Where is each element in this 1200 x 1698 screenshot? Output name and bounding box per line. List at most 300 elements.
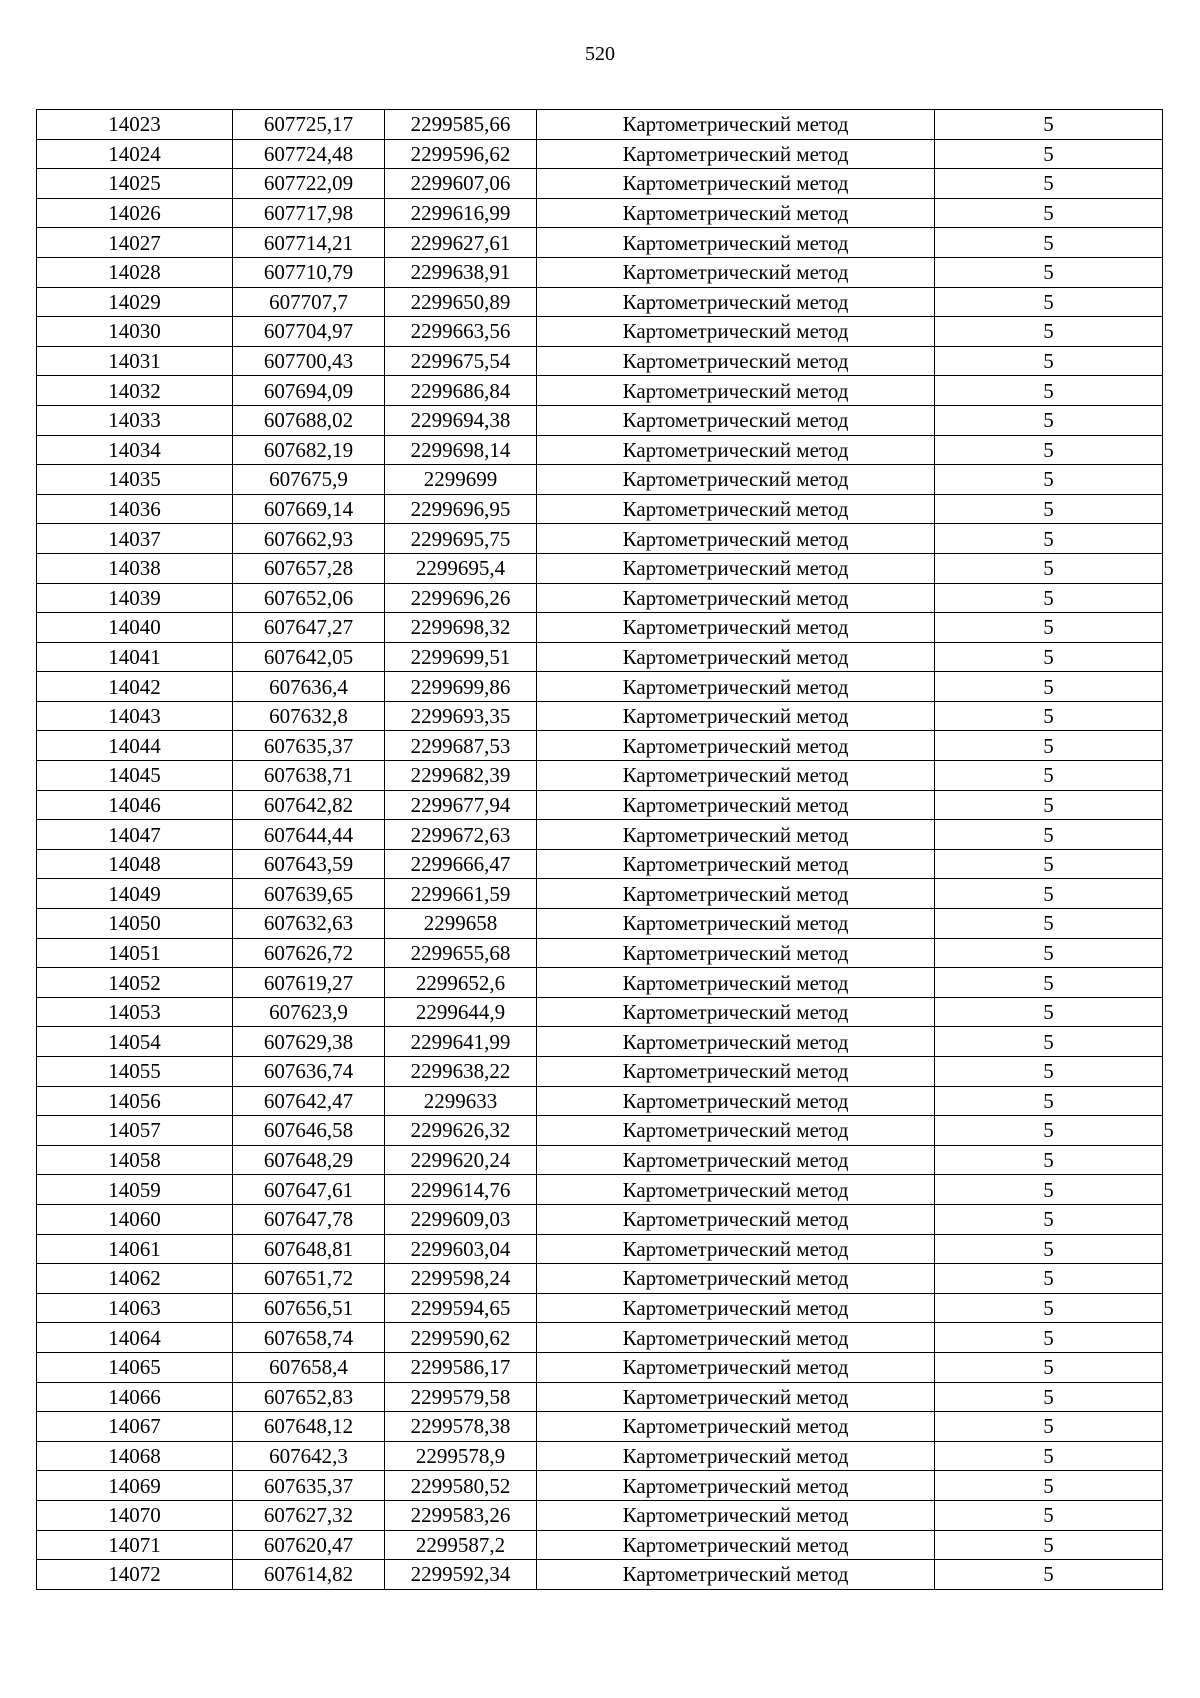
point-number-cell: 14051 bbox=[37, 938, 233, 968]
table-row bbox=[37, 405, 1163, 435]
accuracy-cell: 5 bbox=[935, 169, 1163, 199]
x-coordinate-cell: 607619,27 bbox=[233, 968, 385, 998]
x-coordinate-cell: 607632,63 bbox=[233, 909, 385, 939]
y-coordinate-cell: 2299661,59 bbox=[385, 879, 537, 909]
x-coordinate-cell: 607658,4 bbox=[233, 1352, 385, 1382]
y-coordinate-cell: 2299633 bbox=[385, 1086, 537, 1116]
method-cell: Картометрический метод bbox=[537, 553, 935, 583]
table-row bbox=[37, 1204, 1163, 1234]
point-number-cell: 14061 bbox=[37, 1234, 233, 1264]
method-cell: Картометрический метод bbox=[537, 169, 935, 199]
table-row bbox=[37, 1382, 1163, 1412]
method-cell: Картометрический метод bbox=[537, 909, 935, 939]
y-coordinate-cell: 2299579,58 bbox=[385, 1382, 537, 1412]
point-number-cell: 14069 bbox=[37, 1471, 233, 1501]
x-coordinate-cell: 607694,09 bbox=[233, 376, 385, 406]
point-number-cell: 14063 bbox=[37, 1293, 233, 1323]
y-coordinate-cell: 2299641,99 bbox=[385, 1027, 537, 1057]
accuracy-cell: 5 bbox=[935, 642, 1163, 672]
x-coordinate-cell: 607648,29 bbox=[233, 1145, 385, 1175]
table-row bbox=[37, 1145, 1163, 1175]
method-cell: Картометрический метод bbox=[537, 1471, 935, 1501]
y-coordinate-cell: 2299614,76 bbox=[385, 1175, 537, 1205]
accuracy-cell: 5 bbox=[935, 110, 1163, 140]
accuracy-cell: 5 bbox=[935, 701, 1163, 731]
y-coordinate-cell: 2299694,38 bbox=[385, 405, 537, 435]
method-cell: Картометрический метод bbox=[537, 317, 935, 347]
point-number-cell: 14053 bbox=[37, 997, 233, 1027]
x-coordinate-cell: 607714,21 bbox=[233, 228, 385, 258]
accuracy-cell: 5 bbox=[935, 1293, 1163, 1323]
x-coordinate-cell: 607717,98 bbox=[233, 198, 385, 228]
table-row bbox=[37, 879, 1163, 909]
x-coordinate-cell: 607632,8 bbox=[233, 701, 385, 731]
y-coordinate-cell: 2299585,66 bbox=[385, 110, 537, 140]
method-cell: Картометрический метод bbox=[537, 376, 935, 406]
y-coordinate-cell: 2299655,68 bbox=[385, 938, 537, 968]
method-cell: Картометрический метод bbox=[537, 642, 935, 672]
method-cell: Картометрический метод bbox=[537, 1441, 935, 1471]
table-row bbox=[37, 1412, 1163, 1442]
accuracy-cell: 5 bbox=[935, 849, 1163, 879]
x-coordinate-cell: 607627,32 bbox=[233, 1500, 385, 1530]
table-row bbox=[37, 1471, 1163, 1501]
point-number-cell: 14050 bbox=[37, 909, 233, 939]
table-row bbox=[37, 1530, 1163, 1560]
table-row bbox=[37, 642, 1163, 672]
coordinates-table-body bbox=[37, 110, 1163, 1590]
accuracy-cell: 5 bbox=[935, 613, 1163, 643]
accuracy-cell: 5 bbox=[935, 1175, 1163, 1205]
x-coordinate-cell: 607647,27 bbox=[233, 613, 385, 643]
point-number-cell: 14036 bbox=[37, 494, 233, 524]
method-cell: Картометрический метод bbox=[537, 228, 935, 258]
x-coordinate-cell: 607629,38 bbox=[233, 1027, 385, 1057]
method-cell: Картометрический метод bbox=[537, 257, 935, 287]
x-coordinate-cell: 607724,48 bbox=[233, 139, 385, 169]
table-row bbox=[37, 1264, 1163, 1294]
x-coordinate-cell: 607662,93 bbox=[233, 524, 385, 554]
x-coordinate-cell: 607647,78 bbox=[233, 1204, 385, 1234]
point-number-cell: 14047 bbox=[37, 820, 233, 850]
method-cell: Картометрический метод bbox=[537, 997, 935, 1027]
table-row bbox=[37, 1352, 1163, 1382]
y-coordinate-cell: 2299695,75 bbox=[385, 524, 537, 554]
x-coordinate-cell: 607623,9 bbox=[233, 997, 385, 1027]
accuracy-cell: 5 bbox=[935, 820, 1163, 850]
method-cell: Картометрический метод bbox=[537, 1175, 935, 1205]
point-number-cell: 14025 bbox=[37, 169, 233, 199]
table-row bbox=[37, 110, 1163, 140]
point-number-cell: 14023 bbox=[37, 110, 233, 140]
method-cell: Картометрический метод bbox=[537, 110, 935, 140]
method-cell: Картометрический метод bbox=[537, 938, 935, 968]
y-coordinate-cell: 2299687,53 bbox=[385, 731, 537, 761]
x-coordinate-cell: 607642,82 bbox=[233, 790, 385, 820]
y-coordinate-cell: 2299620,24 bbox=[385, 1145, 537, 1175]
y-coordinate-cell: 2299686,84 bbox=[385, 376, 537, 406]
x-coordinate-cell: 607656,51 bbox=[233, 1293, 385, 1323]
x-coordinate-cell: 607642,3 bbox=[233, 1441, 385, 1471]
x-coordinate-cell: 607704,97 bbox=[233, 317, 385, 347]
table-row bbox=[37, 435, 1163, 465]
point-number-cell: 14071 bbox=[37, 1530, 233, 1560]
accuracy-cell: 5 bbox=[935, 287, 1163, 317]
y-coordinate-cell: 2299592,34 bbox=[385, 1560, 537, 1590]
point-number-cell: 14030 bbox=[37, 317, 233, 347]
table-row bbox=[37, 731, 1163, 761]
y-coordinate-cell: 2299699,51 bbox=[385, 642, 537, 672]
accuracy-cell: 5 bbox=[935, 405, 1163, 435]
point-number-cell: 14040 bbox=[37, 613, 233, 643]
table-row bbox=[37, 376, 1163, 406]
point-number-cell: 14049 bbox=[37, 879, 233, 909]
point-number-cell: 14039 bbox=[37, 583, 233, 613]
point-number-cell: 14058 bbox=[37, 1145, 233, 1175]
table-row bbox=[37, 1116, 1163, 1146]
method-cell: Картометрический метод bbox=[537, 1382, 935, 1412]
point-number-cell: 14033 bbox=[37, 405, 233, 435]
y-coordinate-cell: 2299658 bbox=[385, 909, 537, 939]
table-row bbox=[37, 1500, 1163, 1530]
y-coordinate-cell: 2299607,06 bbox=[385, 169, 537, 199]
accuracy-cell: 5 bbox=[935, 435, 1163, 465]
accuracy-cell: 5 bbox=[935, 583, 1163, 613]
x-coordinate-cell: 607642,47 bbox=[233, 1086, 385, 1116]
method-cell: Картометрический метод bbox=[537, 524, 935, 554]
table-row bbox=[37, 613, 1163, 643]
x-coordinate-cell: 607657,28 bbox=[233, 553, 385, 583]
y-coordinate-cell: 2299652,6 bbox=[385, 968, 537, 998]
x-coordinate-cell: 607651,72 bbox=[233, 1264, 385, 1294]
accuracy-cell: 5 bbox=[935, 1204, 1163, 1234]
y-coordinate-cell: 2299603,04 bbox=[385, 1234, 537, 1264]
table-row bbox=[37, 553, 1163, 583]
accuracy-cell: 5 bbox=[935, 1027, 1163, 1057]
accuracy-cell: 5 bbox=[935, 1264, 1163, 1294]
x-coordinate-cell: 607614,82 bbox=[233, 1560, 385, 1590]
y-coordinate-cell: 2299672,63 bbox=[385, 820, 537, 850]
point-number-cell: 14052 bbox=[37, 968, 233, 998]
point-number-cell: 14054 bbox=[37, 1027, 233, 1057]
x-coordinate-cell: 607626,72 bbox=[233, 938, 385, 968]
y-coordinate-cell: 2299578,38 bbox=[385, 1412, 537, 1442]
method-cell: Картометрический метод bbox=[537, 139, 935, 169]
table-row bbox=[37, 346, 1163, 376]
y-coordinate-cell: 2299698,32 bbox=[385, 613, 537, 643]
accuracy-cell: 5 bbox=[935, 1057, 1163, 1087]
method-cell: Картометрический метод bbox=[537, 672, 935, 702]
method-cell: Картометрический метод bbox=[537, 198, 935, 228]
point-number-cell: 14060 bbox=[37, 1204, 233, 1234]
point-number-cell: 14057 bbox=[37, 1116, 233, 1146]
point-number-cell: 14072 bbox=[37, 1560, 233, 1590]
x-coordinate-cell: 607636,74 bbox=[233, 1057, 385, 1087]
page-number: 520 bbox=[585, 43, 615, 65]
x-coordinate-cell: 607682,19 bbox=[233, 435, 385, 465]
y-coordinate-cell: 2299698,14 bbox=[385, 435, 537, 465]
table-row bbox=[37, 524, 1163, 554]
coordinates-table bbox=[36, 109, 1163, 1590]
x-coordinate-cell: 607700,43 bbox=[233, 346, 385, 376]
method-cell: Картометрический метод bbox=[537, 287, 935, 317]
x-coordinate-cell: 607658,74 bbox=[233, 1323, 385, 1353]
x-coordinate-cell: 607707,7 bbox=[233, 287, 385, 317]
method-cell: Картометрический метод bbox=[537, 849, 935, 879]
table-row bbox=[37, 494, 1163, 524]
table-row bbox=[37, 139, 1163, 169]
table-row bbox=[37, 1175, 1163, 1205]
method-cell: Картометрический метод bbox=[537, 1234, 935, 1264]
x-coordinate-cell: 607688,02 bbox=[233, 405, 385, 435]
table-row bbox=[37, 1323, 1163, 1353]
table-row bbox=[37, 701, 1163, 731]
table-row bbox=[37, 968, 1163, 998]
accuracy-cell: 5 bbox=[935, 997, 1163, 1027]
x-coordinate-cell: 607644,44 bbox=[233, 820, 385, 850]
y-coordinate-cell: 2299638,22 bbox=[385, 1057, 537, 1087]
x-coordinate-cell: 607710,79 bbox=[233, 257, 385, 287]
x-coordinate-cell: 607652,06 bbox=[233, 583, 385, 613]
accuracy-cell: 5 bbox=[935, 1352, 1163, 1382]
accuracy-cell: 5 bbox=[935, 317, 1163, 347]
x-coordinate-cell: 607675,9 bbox=[233, 465, 385, 495]
x-coordinate-cell: 607635,37 bbox=[233, 1471, 385, 1501]
method-cell: Картометрический метод bbox=[537, 1352, 935, 1382]
x-coordinate-cell: 607648,81 bbox=[233, 1234, 385, 1264]
table-row bbox=[37, 1293, 1163, 1323]
point-number-cell: 14035 bbox=[37, 465, 233, 495]
table-row bbox=[37, 672, 1163, 702]
point-number-cell: 14041 bbox=[37, 642, 233, 672]
x-coordinate-cell: 607669,14 bbox=[233, 494, 385, 524]
point-number-cell: 14043 bbox=[37, 701, 233, 731]
accuracy-cell: 5 bbox=[935, 968, 1163, 998]
table-row bbox=[37, 820, 1163, 850]
table-row bbox=[37, 1441, 1163, 1471]
method-cell: Картометрический метод bbox=[537, 879, 935, 909]
y-coordinate-cell: 2299675,54 bbox=[385, 346, 537, 376]
table-row bbox=[37, 790, 1163, 820]
accuracy-cell: 5 bbox=[935, 1086, 1163, 1116]
table-row bbox=[37, 1234, 1163, 1264]
method-cell: Картометрический метод bbox=[537, 494, 935, 524]
y-coordinate-cell: 2299580,52 bbox=[385, 1471, 537, 1501]
table-row bbox=[37, 228, 1163, 258]
method-cell: Картометрический метод bbox=[537, 761, 935, 791]
y-coordinate-cell: 2299586,17 bbox=[385, 1352, 537, 1382]
point-number-cell: 14046 bbox=[37, 790, 233, 820]
accuracy-cell: 5 bbox=[935, 198, 1163, 228]
y-coordinate-cell: 2299638,91 bbox=[385, 257, 537, 287]
point-number-cell: 14059 bbox=[37, 1175, 233, 1205]
table-row bbox=[37, 583, 1163, 613]
y-coordinate-cell: 2299596,62 bbox=[385, 139, 537, 169]
table-row bbox=[37, 849, 1163, 879]
accuracy-cell: 5 bbox=[935, 257, 1163, 287]
accuracy-cell: 5 bbox=[935, 879, 1163, 909]
method-cell: Картометрический метод bbox=[537, 701, 935, 731]
method-cell: Картометрический метод bbox=[537, 1204, 935, 1234]
y-coordinate-cell: 2299682,39 bbox=[385, 761, 537, 791]
table-row bbox=[37, 1027, 1163, 1057]
method-cell: Картометрический метод bbox=[537, 1323, 935, 1353]
accuracy-cell: 5 bbox=[935, 553, 1163, 583]
accuracy-cell: 5 bbox=[935, 1382, 1163, 1412]
x-coordinate-cell: 607620,47 bbox=[233, 1530, 385, 1560]
y-coordinate-cell: 2299578,9 bbox=[385, 1441, 537, 1471]
method-cell: Картометрический метод bbox=[537, 1264, 935, 1294]
x-coordinate-cell: 607642,05 bbox=[233, 642, 385, 672]
table-row bbox=[37, 909, 1163, 939]
method-cell: Картометрический метод bbox=[537, 968, 935, 998]
method-cell: Картометрический метод bbox=[537, 346, 935, 376]
method-cell: Картометрический метод bbox=[537, 1412, 935, 1442]
point-number-cell: 14064 bbox=[37, 1323, 233, 1353]
point-number-cell: 14037 bbox=[37, 524, 233, 554]
method-cell: Картометрический метод bbox=[537, 583, 935, 613]
method-cell: Картометрический метод bbox=[537, 790, 935, 820]
accuracy-cell: 5 bbox=[935, 1560, 1163, 1590]
y-coordinate-cell: 2299699,86 bbox=[385, 672, 537, 702]
method-cell: Картометрический метод bbox=[537, 405, 935, 435]
table-row bbox=[37, 1560, 1163, 1590]
y-coordinate-cell: 2299590,62 bbox=[385, 1323, 537, 1353]
accuracy-cell: 5 bbox=[935, 1441, 1163, 1471]
y-coordinate-cell: 2299587,2 bbox=[385, 1530, 537, 1560]
x-coordinate-cell: 607643,59 bbox=[233, 849, 385, 879]
point-number-cell: 14062 bbox=[37, 1264, 233, 1294]
table-row bbox=[37, 317, 1163, 347]
accuracy-cell: 5 bbox=[935, 1234, 1163, 1264]
y-coordinate-cell: 2299598,24 bbox=[385, 1264, 537, 1294]
x-coordinate-cell: 607638,71 bbox=[233, 761, 385, 791]
accuracy-cell: 5 bbox=[935, 761, 1163, 791]
method-cell: Картометрический метод bbox=[537, 1145, 935, 1175]
point-number-cell: 14042 bbox=[37, 672, 233, 702]
y-coordinate-cell: 2299696,26 bbox=[385, 583, 537, 613]
accuracy-cell: 5 bbox=[935, 938, 1163, 968]
point-number-cell: 14028 bbox=[37, 257, 233, 287]
method-cell: Картометрический метод bbox=[537, 1027, 935, 1057]
accuracy-cell: 5 bbox=[935, 790, 1163, 820]
table-row bbox=[37, 257, 1163, 287]
x-coordinate-cell: 607648,12 bbox=[233, 1412, 385, 1442]
accuracy-cell: 5 bbox=[935, 1145, 1163, 1175]
x-coordinate-cell: 607647,61 bbox=[233, 1175, 385, 1205]
table-row bbox=[37, 169, 1163, 199]
y-coordinate-cell: 2299696,95 bbox=[385, 494, 537, 524]
accuracy-cell: 5 bbox=[935, 672, 1163, 702]
y-coordinate-cell: 2299627,61 bbox=[385, 228, 537, 258]
x-coordinate-cell: 607639,65 bbox=[233, 879, 385, 909]
method-cell: Картометрический метод bbox=[537, 1293, 935, 1323]
accuracy-cell: 5 bbox=[935, 228, 1163, 258]
accuracy-cell: 5 bbox=[935, 1500, 1163, 1530]
y-coordinate-cell: 2299666,47 bbox=[385, 849, 537, 879]
y-coordinate-cell: 2299663,56 bbox=[385, 317, 537, 347]
point-number-cell: 14024 bbox=[37, 139, 233, 169]
y-coordinate-cell: 2299650,89 bbox=[385, 287, 537, 317]
method-cell: Картометрический метод bbox=[537, 465, 935, 495]
table-row bbox=[37, 997, 1163, 1027]
accuracy-cell: 5 bbox=[935, 1530, 1163, 1560]
method-cell: Картометрический метод bbox=[537, 1116, 935, 1146]
y-coordinate-cell: 2299626,32 bbox=[385, 1116, 537, 1146]
y-coordinate-cell: 2299699 bbox=[385, 465, 537, 495]
point-number-cell: 14068 bbox=[37, 1441, 233, 1471]
accuracy-cell: 5 bbox=[935, 346, 1163, 376]
point-number-cell: 14044 bbox=[37, 731, 233, 761]
point-number-cell: 14066 bbox=[37, 1382, 233, 1412]
table-row bbox=[37, 465, 1163, 495]
point-number-cell: 14045 bbox=[37, 761, 233, 791]
point-number-cell: 14027 bbox=[37, 228, 233, 258]
y-coordinate-cell: 2299677,94 bbox=[385, 790, 537, 820]
accuracy-cell: 5 bbox=[935, 465, 1163, 495]
table-row bbox=[37, 287, 1163, 317]
method-cell: Картометрический метод bbox=[537, 1086, 935, 1116]
method-cell: Картометрический метод bbox=[537, 1530, 935, 1560]
point-number-cell: 14065 bbox=[37, 1352, 233, 1382]
table-row bbox=[37, 1086, 1163, 1116]
point-number-cell: 14048 bbox=[37, 849, 233, 879]
point-number-cell: 14056 bbox=[37, 1086, 233, 1116]
y-coordinate-cell: 2299693,35 bbox=[385, 701, 537, 731]
method-cell: Картометрический метод bbox=[537, 1560, 935, 1590]
accuracy-cell: 5 bbox=[935, 376, 1163, 406]
table-row bbox=[37, 1057, 1163, 1087]
point-number-cell: 14055 bbox=[37, 1057, 233, 1087]
point-number-cell: 14026 bbox=[37, 198, 233, 228]
y-coordinate-cell: 2299644,9 bbox=[385, 997, 537, 1027]
accuracy-cell: 5 bbox=[935, 909, 1163, 939]
accuracy-cell: 5 bbox=[935, 494, 1163, 524]
accuracy-cell: 5 bbox=[935, 1323, 1163, 1353]
method-cell: Картометрический метод bbox=[537, 1500, 935, 1530]
point-number-cell: 14032 bbox=[37, 376, 233, 406]
x-coordinate-cell: 607725,17 bbox=[233, 110, 385, 140]
accuracy-cell: 5 bbox=[935, 731, 1163, 761]
x-coordinate-cell: 607646,58 bbox=[233, 1116, 385, 1146]
accuracy-cell: 5 bbox=[935, 1471, 1163, 1501]
y-coordinate-cell: 2299583,26 bbox=[385, 1500, 537, 1530]
method-cell: Картометрический метод bbox=[537, 731, 935, 761]
x-coordinate-cell: 607635,37 bbox=[233, 731, 385, 761]
point-number-cell: 14067 bbox=[37, 1412, 233, 1442]
y-coordinate-cell: 2299594,65 bbox=[385, 1293, 537, 1323]
accuracy-cell: 5 bbox=[935, 139, 1163, 169]
y-coordinate-cell: 2299695,4 bbox=[385, 553, 537, 583]
x-coordinate-cell: 607636,4 bbox=[233, 672, 385, 702]
point-number-cell: 14029 bbox=[37, 287, 233, 317]
method-cell: Картометрический метод bbox=[537, 435, 935, 465]
table-row bbox=[37, 198, 1163, 228]
y-coordinate-cell: 2299609,03 bbox=[385, 1204, 537, 1234]
x-coordinate-cell: 607652,83 bbox=[233, 1382, 385, 1412]
accuracy-cell: 5 bbox=[935, 1116, 1163, 1146]
point-number-cell: 14070 bbox=[37, 1500, 233, 1530]
point-number-cell: 14038 bbox=[37, 553, 233, 583]
table-row bbox=[37, 938, 1163, 968]
y-coordinate-cell: 2299616,99 bbox=[385, 198, 537, 228]
point-number-cell: 14031 bbox=[37, 346, 233, 376]
method-cell: Картометрический метод bbox=[537, 1057, 935, 1087]
method-cell: Картометрический метод bbox=[537, 613, 935, 643]
table-row bbox=[37, 761, 1163, 791]
accuracy-cell: 5 bbox=[935, 524, 1163, 554]
x-coordinate-cell: 607722,09 bbox=[233, 169, 385, 199]
